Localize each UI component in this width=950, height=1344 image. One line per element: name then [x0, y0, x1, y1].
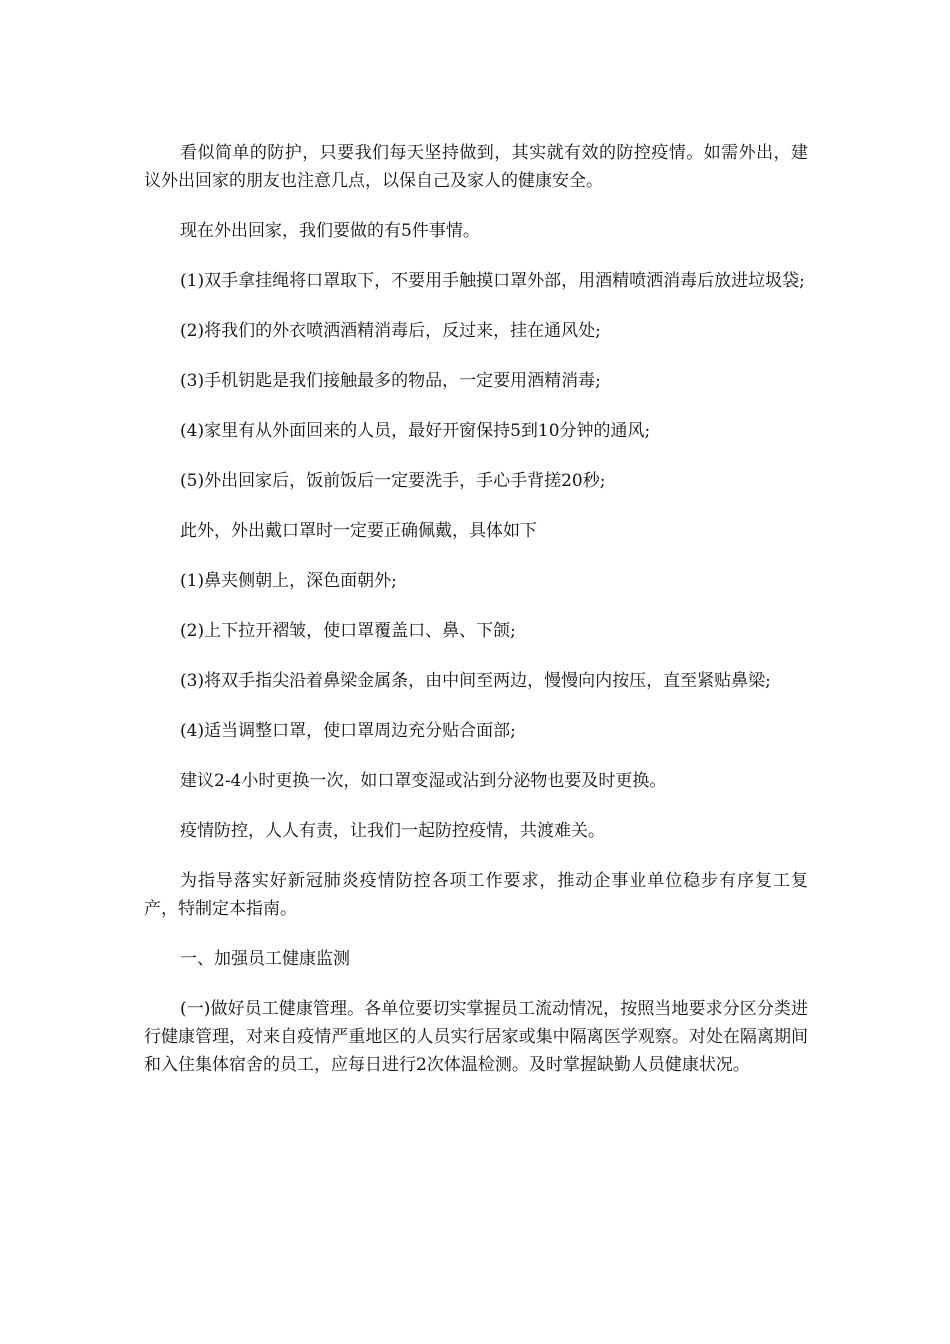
- list-item: (5)外出回家后，饭前饭后一定要洗手，手心手背搓20秒;: [180, 471, 606, 491]
- paragraph-health-management: (一)做好员工健康管理。各单位要切实掌握员工流动情况，按照当地要求分区分类进行健康管理，对来自疫情严重地区的人员实行居家或集中隔离医学观察。对处在隔离期间和入住集体宿舍的员工，应每日进行2次体温检测。及时掌握缺勤人员健康状况。: [144, 999, 808, 1075]
- paragraph-replace-advice: 建议2-4小时更换一次，如口罩变湿或沾到分泌物也要及时更换。: [180, 771, 667, 791]
- list-item: (1)鼻夹侧朝上，深色面朝外;: [180, 571, 397, 591]
- list-item: (4)适当调整口罩，使口罩周边充分贴合面部;: [180, 721, 516, 741]
- paragraph-guideline-intro: 为指导落实好新冠肺炎疫情防控各项工作要求，推动企事业单位稳步有序复工复产，特制定本指南。: [144, 871, 808, 919]
- paragraph-intro: 看似简单的防护，只要我们每天坚持做到，其实就有效的防控疫情。如需外出，建议外出回家的朋友也注意几点，以保自己及家人的健康安全。: [144, 143, 808, 191]
- paragraph-five-things: 现在外出回家，我们要做的有5件事情。: [180, 221, 480, 241]
- paragraph-mask-wearing: 此外，外出戴口罩时一定要正确佩戴，具体如下: [180, 521, 537, 541]
- list-item: (2)将我们的外衣喷洒酒精消毒后，反过来，挂在通风处;: [180, 321, 601, 341]
- list-item: (3)将双手指尖沿着鼻梁金属条，由中间至两边，慢慢向内按压，直至紧贴鼻梁;: [180, 671, 771, 691]
- section-heading: 一、加强员工健康监测: [180, 949, 350, 969]
- paragraph-slogan: 疫情防控，人人有责，让我们一起防控疫情，共渡难关。: [180, 821, 605, 841]
- document-body: [144, 139, 808, 1101]
- list-item: (4)家里有从外面回来的人员，最好开窗保持5到10分钟的通风;: [180, 421, 651, 441]
- list-item: (1)双手拿挂绳将口罩取下，不要用手触摸口罩外部，用酒精喷洒消毒后放进垃圾袋;: [180, 271, 805, 291]
- list-item: (3)手机钥匙是我们接触最多的物品，一定要用酒精消毒;: [180, 371, 601, 391]
- list-item: (2)上下拉开褶皱，使口罩覆盖口、鼻、下颌;: [180, 621, 516, 641]
